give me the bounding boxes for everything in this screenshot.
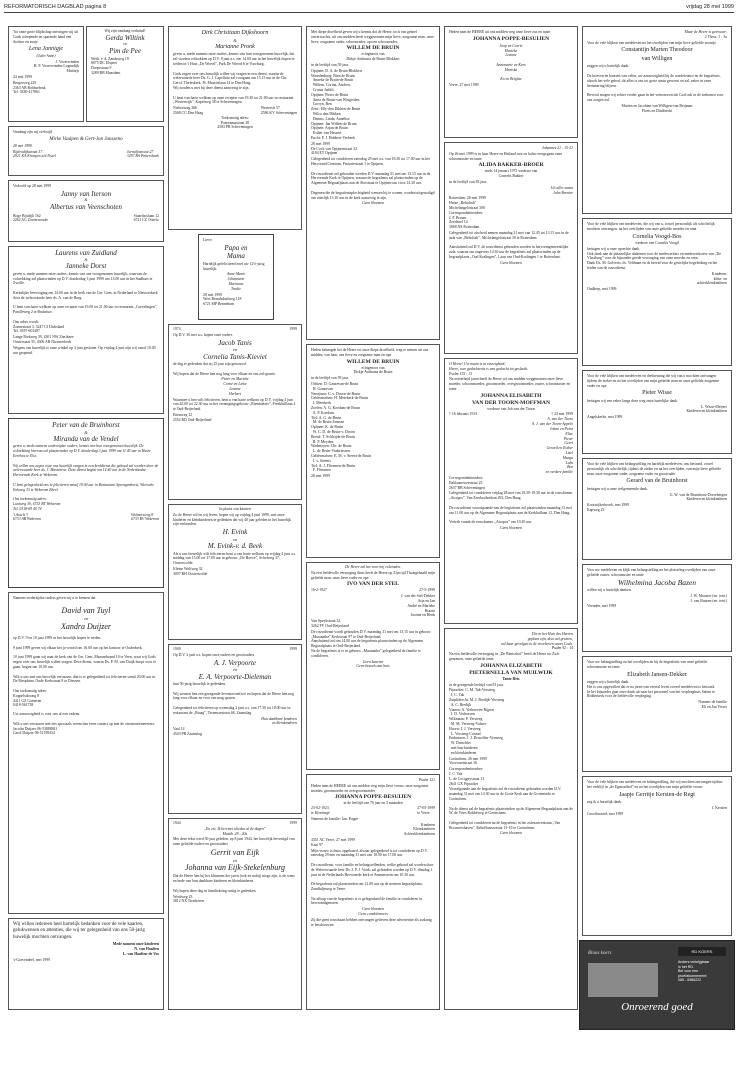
nickname: (Julie-Anne) [36,53,56,58]
text: Voor de vele blijken van belangstelling en hartelijk medeleven, ons betoond, zowel persoonlijk als schriftelijk, tijdens de ziekte en na het overlijden, van mijn lieve geliefde man, onze zorgzame vader, zorgzame vader en grootvader [587,462,722,476]
text: geven u, mede namens onze ouders, kennis van hun voorgenomen huwelijk, dat zal worden voltrokken op D.V. 8 juni a.s. om 14.00 uur in het huwelijk hopen te treden in 't Huis „De Woerd”, Park De Woerd 6 te Voorburg. Gods zegen over ons huwelijk willen wij vragen in een dienst, waarin de welerwaarde heer Ds. G. J. Capelluto zal voorgaan om 15.15 uur in de Chr. Gerof. Theleskerk, Pr. Mauritslaan 14 te Den Haag. Wij zouden u niet bij deze dienst aanwezig te zijn. U bent van harte welkom op onze receptie van 19.30 tot 21.00 uur in restaurant „Westerwijk”, Kapelweg 38 te Scheveningen. [173,52,295,105]
spouse: weduwe van Job van der Toorn [487,406,535,411]
age: in de leeftijd van 83 jaar. [449,179,487,184]
signature: Namens de familie Eli en Jan Visser [698,700,727,710]
name-2: Pim de Pee [109,47,141,56]
quote: De Heere zal het voor mij voleinden. [345,565,401,569]
text-body: Gelegenheid tot afscheid nemen maandag 31 mei van 12.45 tot 13.15 uur in de aula van „Beholoth”, Michelangelostraat 30 te Rotterdam. Aansluitend zal D.V. de rouwdienst gehouden worden in hervormgemeentlijke aula, waarna om ongeveer 14.30 uur de begrafenis zal plaatsvinden op de begraafplaats „Oud Kralingen”, Laan van Oud-Kralingen 1 te Rotterdam. [449,230,569,259]
and: & [233,37,237,43]
text-body: Gelegenheid tot condoleren vrijdag 28 mei van 18.30-19.30 uur in de rouwkamer „Atropos”, Van Zeerlusthoekan 292, Den Haag. De rouwdienst voorafgaande aan de begrafenis zal plaatsvinden maandag 31 mei om 11.00 uur op de Algemene Begraafplaats aan de Kerkhoflaan 12, Den Haag. Vertrek vanuit de rouwkamer „Atropos” om 10.30 uur. [449,491,573,525]
place-date: Oudkerp, mei 1999 [587,287,617,292]
thanks-van-haaften [8,918,164,1010]
thanks-bazen [582,564,732,652]
place-date: Veere, 27 mei 1999 [449,83,479,88]
address: Lange Riekweg 39, 4301 NW Zierikzee Oosterstaat 35, 4306 AB Nieuwerkerk [13,335,74,344]
birth-date: † 16 februari 1913 [449,411,478,416]
address: 28 mei 1999 De Cock van Opijnenstraat 32 4184 ET Opijnen [311,141,357,156]
family-list: J. van der Stel-Dekker Arja en Jan André en Marieke Brazin Justine en Henk [401,594,435,618]
ad-blurb: Anders verkrijgbaar in het RD. Bel voor een proefabonnement: 085 - 6986222 [678,960,710,983]
signature: J. Kersten [711,805,727,810]
ad-tagline: Onroerend goed [621,1001,693,1013]
year-start: 1944 [173,821,181,825]
name: Constantijn Marten Theodoor van Willigen [621,47,693,62]
address: Gorinchem, 26 mei 1999 Voorvaartstraat 16 [449,756,487,766]
note: Geen bloemen [362,201,384,206]
and: en [232,536,238,542]
name-2: Cornelia Tanis-Kieviet [203,352,267,361]
thanks-wisse [582,370,732,454]
newspaper-page-label: REFORMATORISCH DAGBLAD pagina 8 [4,4,107,10]
text: Zo de Heere wil en wij leven, hopen wij op vrijdag 4 juni 1999, met onze kinderen en kleinkinderen te gedenken dat wij 40 jaar geleden in het huwelijk zijn verbonden. [173,512,292,527]
text: Voor de vele blijken van medeleven na het overlijden van mijn lieve geliefde zoontje [587,40,716,45]
note: Geen bloemen [500,260,522,265]
address: Rotterdam, 26 mei 1999 Huize „Beholoth” Michelangelostraat 300 Correspondentieadres: J. P. Brouer Zeedistel 14 3068 NS Rotterdam [449,196,486,230]
text: Namens wederzijdse ouders geven wij u te kennen dat [13,596,96,600]
address: Van Speykstraat 32 3262 PV Oud-Beijerland [311,619,349,628]
note: Geen bloemen [500,831,522,836]
text: Wij zijn vandaag verhuisd! [104,29,146,33]
thanks-kersten [582,776,732,936]
name: Pieter Wisse [642,390,672,397]
name: Gerard van de Bruinhorst [626,478,688,485]
obituary-johanna-poppe-family [444,26,578,138]
text-body: betuigen wij u onze welgemeende dank. [587,486,648,491]
anniversary-evink [168,504,302,640]
address: Correspondentieadres: Enklaanoweestraat 25 2637 BB Scheveningen [449,475,485,490]
text: Hartelijk gefeliciteerd met uw 12½-jarig huwelijk. [203,261,265,271]
note: Uw aanwezigheid is voor ons al een cadeau. Wilt u ons verrassen met iets speciaals, neem dan even contact op met de ceremoniemeesters: Jacolin Duijzer 06-53888841 Carol Duijzer 06-51198434 [13,712,156,736]
engagement-mirke-gertjan [8,126,164,176]
and: & [84,257,88,262]
family-list: Ochten: D. Ganzevan-de Bruin H. Ganzevan Neerijnen: C. v. Doorn-de Bruin Geldermalsen: H. Meerkerk-de Bruin J. Meerkerk Zoelen: A. G. Koedam-de Bruin A. P. Koedam Tiel: A. G. de Bruin M. de Bruin-Janssen Opijnen: K. de Bruin W. C. D. de Bruin-v. Doorn Beesd: T. Schleijde-de Bruin R. P. Meyden Wadenoyen: Chr. de Bruin L. de Bruin-Vanbriessen Geldermalsen: E. M. v. Steeni-de Bruin J. v. Steenis Tiel: A. J. Fliesmen-de Bruin F. Fliesmen [311,381,372,473]
date-address: 28 mei 1999 West Brandsdaalweg 118 6721 MP Bennekom [203,292,242,307]
moving-announcement [86,26,164,122]
death-date: 27-5-1999 [419,588,435,593]
deceased-name: IVO VAN DER STEL [346,581,400,588]
address: Kootwijkerbroek, mei 1999 Kapweg 23 [587,503,630,513]
quote: Die in het Huis des Heeren geplant zijn, deze zal groeien, zal haar gevolgen in de voorhoven onzes Gods. Psalm 92 : 14 [501,632,573,651]
text: Na een liefdevolle verzorging thuis heeft de Heere op Zijn tijd Thuisgehaald mijn geliefde man, onze lieve vader en opa [311,570,435,580]
birth-date: 23-02-1923 te Kloetinge [311,806,330,815]
text: Op D.V. 2 juni a.s. hopen onze ouders en grootouders [173,652,255,657]
deceased-name: WILLEM DE BRUIN [346,358,400,365]
text: Wij willen iedereen heel hartelijk bedanken voor de vele kaarten, gelukwensen en attenties, die wij ter gelegenheid van ons 50-jarig huwelijk mochten ontvangen. [13,922,145,940]
signature: G. W. van de Bruinhorst-Dorrebergen Kinderen en kleinkinderen [669,492,727,502]
text-body: de dag te gedenken dat zij 25 jaar zijn getrouwd. Wij hopen dat de Heere hen nog lang voor elkaar en ons zal sparen. [173,362,276,376]
text-body: op D.V. 9 en 10 juni 1999 in het huwelijk hopen te treden. 9 juni 1999 geven wij elkaar het ja-woord om 16.00 uur op het kantoor te Ouderkerk. 10 juni 1999 gaan wij naar de kerk van de Ger. Gem. Maasenbrand 10 te Veen, waar wij Gods zegen over ons huwelijk willen vragen. Deze dienst, waarin Ds. P. M. van Duijk hoopt voor te gaan, begint om 10.00 uur. Wilt u ons met ons huwelijk verrassen, dan is er gelegenheid tot feliciteren vanaf 20.00 uur in De Rietpluim, Oude Kerkstraat 8 te Diessen. Ons toekomstig adres: Koppelsdotong 8 4411 GZ Gameren 0418-561738 [13,636,156,708]
note: Geen bloemen [500,525,522,530]
signature: Kinderen, klein- en achterkleinkinderen [696,271,727,286]
birth-date: 16-2-1927 [311,588,327,593]
name-1: Gerrit van Eijk [210,847,260,857]
year-end: 1999 [289,821,297,825]
text-body: zeggen wij u hartelijk dank. De brieven en kaarten van velen, uw aanwezigheid bij de condoleance en de begrafenis, alsook het vele gebed, dit alles is ons tot grote steun geweest en zal, zeker in onze herinnering blijven. Beveral mogen wij echter verder gaan in het vertrouwen dat God ook in de toekomst voor ons zorgen zal. [587,64,724,102]
quote: „En zie, Ik ben met ulieden al de dagen” Mattth. 28 : 20a [203,826,267,836]
text: Vandaag zijn wij verloofd [13,130,52,134]
family-list: Joop en Corrie Marieke Leanne Annemarie en Kees Mariska Ko en Brigitte [496,43,526,82]
correspondence-address: Correspondentieadres: J. C. Tak L. de Cocqgeystraat 13 2641 GX Pijnacker [449,767,485,786]
name-2: Miranda van de Vendel [53,434,119,443]
deceased-name: JOHANNA ELIZABETH PIETERNELLA VAN MUILWIJK [469,662,553,676]
address-2: Stuartboslaan 12 6721 CZ Otterlo [133,213,159,223]
text: Voor de vele blijken van medeleven en belangstelling, die wij mochten ontvangen tijdens het verblijf in „de Egmonthof” en na het overlijden van mijn geliefde vrouw [587,780,723,789]
parents: J. Vooerwinden H. P. Vooerwinden-Logendijk Mattiejs [33,59,79,74]
text: geven u, mede namens wederzijdse ouders, kennis van hun voorgenomen huwelijk. De voltrekking hiervan zal plaatsvinden op D.V. donderdag 3 juni 1999 om 11.45 uur in Huize Eerebos te Elst. Wij willen ons zegen voor ons huwelijk vragen in een kerkdienst die gehoud zal worden door de welerwaarde heer ds. J. Mastenroe. Deze dienst begint om 14.40 uur in de Nederlandse Hervormde Kerk te Wekerom. U bent gelegenheid ons te feliciteren vanaf 19.00 uur in Restaurant Sprengenhorst, Wiersche Enkweg 33 te Wekerom Ehrel. Ons toekomstig adres: Luntweg 30, 6733 BT Wekerom Tel. 0318-69 40 74 [13,444,159,511]
year-end: 1999 [289,647,297,651]
address-2: Wolmersweg 8 6733 BV Wekerom [131,512,159,522]
quote: Psalm 121 [418,778,435,782]
name-2: Janneke Dorst [65,262,107,271]
text: Heden nam de HEERE uit ons midden weg onze lieve zus en tante [449,30,551,34]
heading: In plaats van kaarten [219,507,251,511]
spouse: echtgenoot van Dirkje Anthonia de Bruin-Blokkert [346,52,400,62]
family: Namens de familie: Jan. Poppe [311,816,359,821]
address-1: 't Asselt 3 6733 AB Wekerom [13,512,41,522]
address-1: Boge Bijsdijk 162 2262 AG Zoeterwoude [13,213,48,223]
closing-note: Zij die geen rouwkaart hebben ontvangen gelieven deze advertentie als zodanig te beschouwen. [311,917,432,927]
wedding-dirk-marianne [168,26,302,230]
name-1: Gerda Wiltink [105,33,145,42]
deceased-name: ALIDA BAKKER-BROER [478,162,544,169]
obituary-johanna-van-der-toorn [444,358,578,624]
obituary-willem-de-bruin-2 [306,344,440,558]
address-1: Nieboerrug 266 2568 CG Den Haag [173,106,204,115]
age: in de leeftijd van 59 jaar. [311,62,349,67]
note: Geen kaarten Geen bezoek aan huis [356,659,390,669]
spouse: weduwe van Cornelis Voogd [635,241,679,246]
and: en [83,615,89,621]
spouse: echtgenoot van Dirkje Anthonia de Bruin [353,365,393,375]
children: Pieter en Marieke Corné en Lieke Leanne Herbert [221,377,249,396]
reception: Waarmee u hen wilt feliciteren, bent u van harte welkom op D.V. vrijdag 4 juni van 20.00 tot 22.30 uur in het verenigingsgebouw „Ebenhaëzer”, Freekhilllaan 2 te Oud-Beijerland. [173,397,296,412]
text: Verloofd op 28 mei 1999 [13,184,51,188]
text-body: hun 50-jarig huwelijk te gedenken. Wij wensen hen een gezegende levensavond toe en hopen dat de Heere hen nog lang voor elkaar en voor ons mag sparen. Gelegenheid tot feliciteren op woensdag 2 juni a.s. van 17.30 tot 18.00 uur in restaurant de „Braag”, Terneuzestraat 68, Zaamslag. [173,682,294,715]
text: Voor de vele blijken van medeleven, die wij van u, zowel persoonlijk als schriftelijk mochten ontvangen, na het overlijden van onze geliefde moeder en oma [587,222,715,231]
nickname: Tante Bets [502,676,520,681]
text: Na zoeterheid jaren heeft de Heere uit ons midden weggenomen onze lieve moeder, schoonmoeder, grootmoeder, overgrootmoeder, zuster, schoonzuster en tante [449,377,571,391]
family-list: Pijnacker: C. M. Tak-Versteeg J. C. Tak Zuiplidrecht: M. J. Bredijk-Versteeg A. C. Bredijk Vianen: A. Verhoeven-Rijpen J. D. Verhoeven Wiltmaan: P. Versteeg M. M. Versteeg-Valster Hoorn: J. J. Versteeg L. Versteeg-Conrad Embrunen: J. J. Druschler-Versteeg W. Druschler met hun kinderen en kleinkinderen [449,688,505,755]
future-address: Toekomstig adres: Panoramastraat 28 2583 PR Scheveningen [217,115,253,130]
text: Na een liefdevolle verzorging in „De Bienschof” heeft de Heere tot Zich genomen, onze geliefde tante [449,652,560,661]
name-1: Dirk Christiaan Dijkshoorn [201,30,269,36]
text: Heden behaagde het de Heere tot onze diepe droefheid, weg te nemen uit ons midden, van haar, ons lieve en zorgzame man en opa [311,348,429,357]
name-1: Peter van de Bruinhorst [52,421,120,429]
name-1: Laurens van Zuidland [55,249,117,257]
and: & [84,198,88,203]
text-body: zeggen wij u hartelijk dank. Het is ons opgevallen dat er na jaren van veertal leven zoveel medeleven is betoond. In het bijzonder gaat onze dank uit naar het personeel van het verpleeghuis Salem te Ridderkerk voor de liefdevolle verpleging. [587,680,716,699]
address-1: Rijdendijkstraat 37 2921 KA Krimpen a/d IJssel [13,149,56,159]
name: Elizabeth Jansen-Dekker [627,671,687,678]
thanks-jansen-dekker [582,656,732,772]
real-estate-advert[interactable] [579,940,735,1030]
deceased-name: JOHANNA ELISABETH VAN DER TOORN-MOFFMAN [471,392,550,406]
spouse: sinds 14 januari 1975 weduwe van Cornelis Bakker [484,169,538,179]
text-body: Dat de Heere hen bij het klimmen der jaren (ook en nabij) moge zijn, is de wens en bede van hun dankbare kinderen en kleinkinderen. Wij hopen deze dag in familiekring rustig te gedenken. [173,874,295,893]
text-body: betuigen wij u onze oprechte dank. Ook dank aan de plaatselijke diakenen voor de medewerkers en medewerksters van „De Vlasthorg” voor de bijzonder goede verzorging van onze moeder en oma. Dank Ds. M. Golverts, ds. Veldman en ds bereid voor de gestelijke begeleiding en het leiden van de rouwdienst. [587,246,721,271]
name-2: Marianne Pronk [215,43,255,50]
signature: L. Wisse-Meijers Kinderen en kleinkinderen [686,404,727,414]
address: Weth. v. d. Zandeweg 19 8075 DC Elspeet Dorpsstraat 9 3289 BB Maasdam [91,56,129,75]
note: Wegens ons huwelijk is onze winkel op 3 juni gesloten. Op vrijdag 4 juni zijn wij vanaf 10.00 uur geopend. [13,345,156,355]
text: Tot onze grote blijdschap ontvingen wij uit Gods schepende en sparende hand een dochter en zusje [13,30,79,44]
address: 4351 AC Veere, 27 mei 1999 Kaai 97 [311,837,356,847]
engagement-janny-albertus [8,180,164,242]
wedding-peter-miranda [8,418,164,588]
text: Heden nam de HEERE uit ons midden weg mijn lieve vrouw, onze zorgzame moeder, grootmoeder en overgrootmoeder [311,783,429,793]
name-1: David van Tuyl [61,605,111,615]
anniversary-papa-mama [198,234,274,320]
anniversary-verpoorte [168,644,302,814]
and: en [123,42,127,47]
name-2: Mama [227,252,245,261]
signature: Marten en Jacobien van Willigen-van Beijnum Floris en Dinibrecht [621,103,693,113]
year-start: 1974 [173,327,181,331]
anniversary-tanis [168,324,302,500]
death-date: † 24 mei 1999 [551,411,573,416]
signature: Hun dankbare kinderen en kleinkinderen [261,716,297,726]
names: Mirke Vaulpen & Gert-Jan Jansseno [49,136,123,142]
name-1: Papa en [224,243,248,252]
obituary-alida-bakker-broer [444,142,578,354]
birth-announcement-lena [8,26,84,122]
wedding-david-xandra [8,592,164,914]
name-1: Janny van Iterson [60,189,112,198]
salutation: Lieve [203,238,212,242]
name-2: Johanna van Eijk-Stekelenburg [184,863,286,873]
text: Met deze tekst werd 50 jaar geleden, op 8 juni 1944, het huwelijk bevestigd van onze geliefde ouders en grootouders [173,837,295,847]
age: in de leeftijd van 59 jaar. [311,376,349,381]
children: Anne-Marie Johannette Marianne Trudie [226,272,246,291]
text-body: Gelegenheid tot condoleren zaterdag 29 mei a.s. van 18.30 tot 17.00 uur in het Hervormd Centrum, Pastoriestraat 1 te Opijnen. De rouwdienst zal gehouden worden D.V. maandag 31 mei om 13.15 uur in de Hervormde Kerk te Opijnen, waarna de begrafenis zal plaatsvinden op de Algemene Begraafplaats aan de Slotstraat te Opijnen om circa 14.30 uur. Degenen die de begrafenisplechtigheid wensen bij te wonen, worden uitgenodigd om uiterlijk 13.10 uur in de kerk aanwezig te zijn. [311,157,435,200]
thanks-van-willigen [582,26,732,214]
date: 24 mei 1999 [13,75,32,80]
age: in de gezegende leeftijd van 81 jaar. [449,682,504,687]
name: Wilhelmina Jacoba Bazen [618,577,696,587]
year-start: 1949 [173,647,181,651]
deceased-name: WILLEM DE BRUIN [346,45,400,52]
wedding-laurens-janneke [8,246,164,414]
and: & [84,429,88,435]
issue-date: vrijdag 28 mei 1999 [685,4,734,10]
children: Kinderen Kleinkinderen Achterkleinkinderen [403,822,435,837]
family-list: A. van der Toorn A. J. van der Toorn-Appelo Johan en Petra Elise Pieter Geert Gerard en Esther Lisel Marga Labs Ben en verdere familie [531,417,573,475]
name-1: H. Evink [222,528,248,537]
ad-small-text: Blaas koers [588,951,612,956]
address: Vaal 14 4543 PB Zaamslag [173,727,202,736]
address: Kleine Wolfweg 32 3097 RH Oosterwolde [173,566,208,576]
address-2: Westerstr 57 2586 KV Scheveningen [260,106,297,115]
quote: O Heere! Uw naam is in eeuwigheid; Heere, uwe gedachtenis is van geslacht tot geslacht. Psalm 135 : 13 [449,362,529,376]
obituary-johanna-poppe-besuijen [306,774,440,1010]
text-body: Mijn vrouw is thuis opgebaard, alwaar gelegenheid is tot condoleren op D.V. zaterdag 29 mei en maandag 31 mei van 18.00 tot 17.00 uur. De rouwdienst, voor familie en belangstellenden, welke gehoud zal worden door de Weleerwaarde heer Ds. J. P. J. Vonk, zal gehouden worden op D.V. dinsdag 1 juni in de Nederlands Hervormde kerk te Ammerstein om 10.30 uur. De begrafenis zal plaatsvinden om 12.00 uur op de normen begraafplaats, Zandhiljeweg te Veere. Na afloop van de begrafenis is er gelegenheid de familie te condoleren in hervormdgenoten. [311,848,434,906]
obituary-johanna-van-muilwijk [444,628,578,1010]
family: Uit aller naam John Brenter [550,185,573,195]
text: geven u, mede namens onze ouders, kennis van ons voorgenomen huwelijk, waarvan de voltrekking zal plaatsvinden op D.V. donderdag 3 juni 1999 om 13.00 uur in het Stadhuis te Zwolle. Kerkelijke bevestiging om 14.00 uur in de kerk van de Ger. Gem. in Nederland te Nieuwerkerk door de welerwaarde heer ds. A. van de Berg. U bent van harte welkom op onze receptie van 19.00 tot 21.00 uur in restaurant „Grevelingen”, Paralleweg 2 te Bruinisse. Ons adres wordt: Zonnestraat 3, 3247 CJ Dirksland Tel. 0187-601487 [13,271,158,334]
name-1: Jacob Tanis [218,338,252,347]
obituary-willem-de-bruin-1 [306,26,440,340]
place-date: Veenden, mei 1999 [587,604,617,609]
rd-koers-logo: RD KOERS [678,947,726,956]
and: en [232,347,238,353]
name-2: E. A. Verpoorte-Dieleman [198,672,272,681]
name: Jaapje Gerritje Kersten-de Regt [619,791,695,798]
city-photo [588,963,658,997]
child-name: Lena Jannigje [28,46,64,53]
place-date: Angelskerke, mei 1999 [587,415,623,420]
text-body: De rouwdienst wordt gehouden D.V. maandag 31 mei om 13.15 uur in gebouw „Maranatha” Kerkstraat 97 te Oud-Beijerland. Aansluitend zal om 14.00 uur de begrafenis plaatsvinden op de Algemene Begraafplaats te Oud-Beijerland. Na de begrafenis is er in gebouw „Maranatha” gelegenheid de familie te condoleren. [311,629,431,658]
name-2: Albertus van Veenschoten [50,203,122,212]
thanks-voogd [582,218,732,366]
address: Wesdweg 23 3812 NX Tienhoven [173,894,205,904]
text: Op 26 mei 1999 is in haar Heere en Heiland rust en kalm overgegaan onze schoonzuster en tante [449,151,563,161]
text-body: betuigen wij een zeker langs deze weg onze hartelijke dank. [587,398,679,403]
and: en [232,857,238,863]
quote: Johannes 21 : 15-21 [541,146,573,150]
thanks-van-de-bruinhorst [582,458,732,560]
note: Geen bloemen Geen condoleances [358,907,388,916]
signature: J. W. Mouster (en. tent.) J. van Buuren (en. tent.) [690,593,727,603]
text-body: Als u ons feestelijk wilt feliciteren bent u van harte welkom op vrijdag 4 juni a.s. middag van 15.00 tot 17.00 uur in gebouw „De Hoeve”, Schotweg 37, Oosterwolde. [173,551,297,566]
text: Op D.V. 30 mei a.s. hopen onze ouders [173,332,233,337]
address-2: Jurmiljostraat 27 3297 BA Puttershoek [126,149,159,159]
year-end: 1999 [289,327,297,331]
obituary-ivo-van-der-stel [306,562,440,770]
date: 28 mei 1999 [13,143,32,148]
name-2: M. Evink-v. d. Beek [207,542,263,551]
page-header [4,2,734,13]
age: in de leeftijd van 76 jaar en 3 maanden [343,801,403,806]
family-list: Opijnen: D. A. de Bruin-Blokkert Waardenburg: Bien de Bruin Anneke de Bruin-de Bruin Willem, Corina, Anchen, Cronia Judith Opijnen: Pieter de Bruin Anna de Bruin-van Wingerden Corryn, Ben Zeist: Elly-den Dikken-de Bruin Wilco den Dikken Dennis, Linda, Annelise Opijnen: Jan Willem de Bruin Opijnen: Arjan de Bruin Esther van Hessert Encht: P. J. Hobbert-Verbeek [311,68,363,140]
address: Etienweg 12 2552 RD Oud-Beijerland [173,412,212,422]
text: Voor uw belangstelling na het overlijden en bij de begrafenis van onze geliefde schoonzuster en tante [587,660,708,669]
address: Bergerweg 229 2363 AB Rohbarbrak Tel. 0180-417861 [13,80,46,95]
anniversary-van-eijk [168,818,302,1010]
name-1: A. J. Verpoorte [214,658,256,667]
place-date: Groothwaard, mei 1999 [587,811,624,816]
signature: Mede namens onze kinderen N. van Haaften L. van Haaften-de Vos [112,942,159,956]
and: en [232,667,238,673]
text: Voor uw medeleven en blijk van belangstelling na het plotseling overlijden van onze geliefde zuster, schoonzuster en tante [587,568,716,577]
date: 28 mei 1999 [311,474,330,479]
text-body: Voorafgaande aan de begrafenis zal de rouwdienst gehouden worden D.V. maandag 31 mei om 14.30 uur in de Grote Kerk aan de Grotemarkt te Gorinchem. Na de dienst zal de begrafenis plaatsvinden op de Algemene Begraafplaats aan de W. de Vries Robbéweg te Gorinchem. Gelegenheid tot condoleren na de begrafenis in het zalvaartcentrum „Van Brouwershaven”, Rebolliuuswestat 15-19 te Gorinchem. [449,787,573,830]
quote: Maar de Heere is getrouwe. 2 Thess. 3 : 3a [684,30,727,39]
text: Voor de vele blijken van medeleven en deelneming die wij van u mochten ontvangen tijdens de ziekte en na het overlijden van mijn geliefde man en onze geliefde zorgzame vader en opa [587,374,720,388]
name-2: Xandra Duijzer [61,622,111,632]
deceased-name: JOHANNA POPPE-BESUIJEN [472,35,550,42]
deceased-name: JOHANNA POPPE-BESUIJEN [334,794,412,801]
death-date: 27-05-1999 te Veere [417,806,435,815]
text-body: willen wij u hartelijk danken. [587,588,632,593]
text-body: zeg ik u hartelijk dank. [587,800,622,805]
place-date: 's-Gravendeel, mei 1999 [13,957,51,962]
name: Cornelia Voogd-Bos [632,233,682,240]
text: Met diepe droefheid geven wij u kennis dat de Heere, toch ons geheel onverwachts, uit ons midden heeft weggenomen mijn lieve, zorgzame man, onze lieve, zorgzame vader, schoonvader, opa en schoonvader, [311,30,434,44]
